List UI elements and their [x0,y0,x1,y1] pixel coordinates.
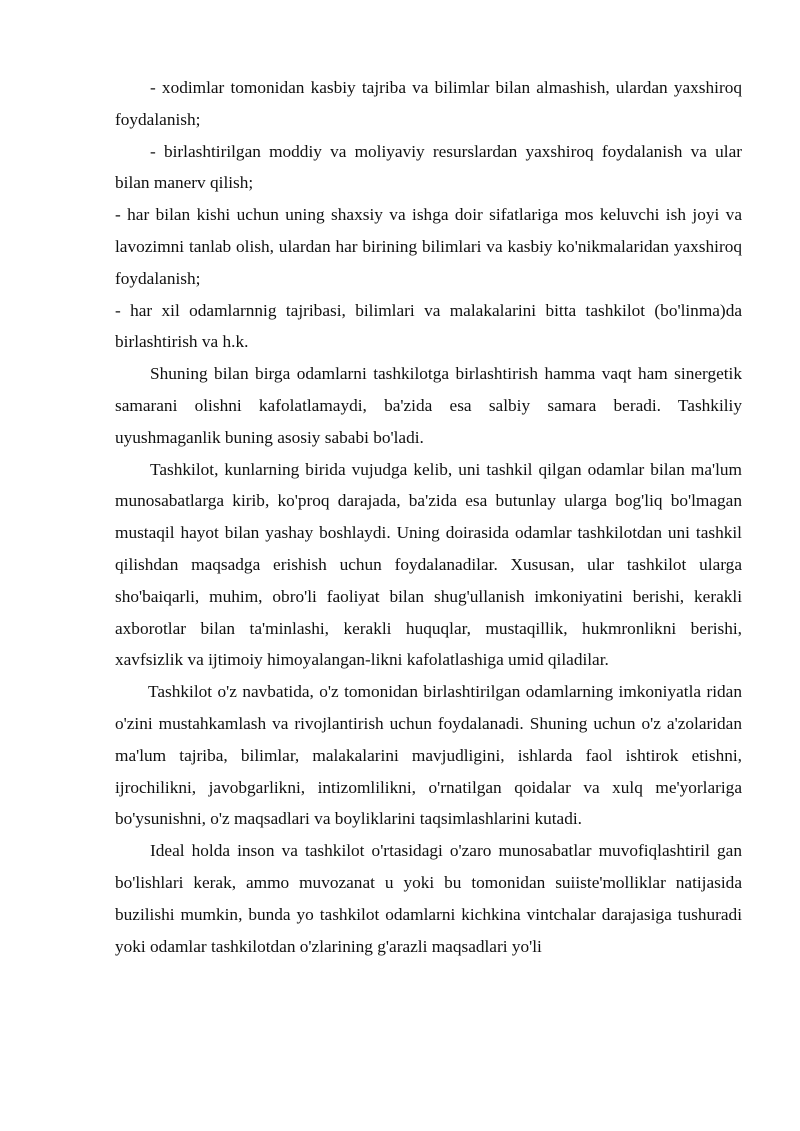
document-page [115,72,742,962]
paragraph-synergy: Shuning bilan birga odamlarni tashkilotga birlashtirish hamma vaqt ham sinergetik samarani olishni kafolatlamaydi, ba'zida esa salbiy samara beradi. Tashkiliy uyushmaganlik buning asosiy sababi bo'ladi. [115,364,742,447]
paragraph-ideal-relations: Ideal holda inson va tashkilot o'rtasidagi o'zaro munosabatlar muvofiqlashtiril gan bo'lishlari kerak, ammo muvozanat u yoki bu tomonidan suiiste'molliklar natijasida buzilishi mumkin, bunda yo tashkilot odamlarni kichkina vintchalar darajasiga tushuradi yoki odamlar tashkilotdan o'zlarining g'arazli maqsadlari yo'li [115,841,742,956]
list-item-job-selection: - har bilan kishi uchun uning shaxsiy va ishga doir sifatlariga mos keluvchi ish joyi va lavozimni tanlab olish, ulardan har birining bilimlari va kasbiy ko'nikmalaridan yaxshiroq foydalanish; [115,205,742,288]
list-item-resources: - birlashtirilgan moddiy va moliyaviy resurslardan yaxshiroq foydalanish va ular bilan manerv qilish; [115,141,742,193]
paragraph-organization-expectations: Tashkilot o'z navbatida, o'z tomonidan birlashtirilgan odamlarning imkoniyatla ridan o'zini mustahkamlash va rivojlantirish uchun foydalanadi. Shuning uchun o'z a'zolaridan ma'lum tajriba, bilimlar, malakalarini mavjudligini, ishlarda faol ishtirok etishni, ijrochilikni, javobgarlikni, intizomlilikni, o'rnatilgan qoidalar va xulq me'yorlariga bo'ysunishni, o'z maqsadlari va boyliklarini taqsimlashlarini kutadi. [115,682,742,829]
list-item-knowledge-exchange: - xodimlar tomonidan kasbiy tajriba va bilimlar bilan almashish, ulardan yaxshiroq foydalanish; [115,78,742,129]
paragraph-organization-life: Tashkilot, kunlarning birida vujudga kelib, uni tashkil qilgan odamlar bilan ma'lum munosabatlarga kirib, ko'proq darajada, ba'zida esa butunlay ularga bog'liq bo'lmagan mustaqil hayot bilan yashay boshlaydi. Uning doirasida odamlar tashkilotdan uni tashkil qilishdan maqsadga erishish uchun foydalanadilar. Xususan, ular tashkilot ularga sho'baiqarli, muhim, obro'li faoliyat bilan shug'ullanish imkoniyatini berishi, kerakli axborotlar bilan ta'minlashi, kerakli huquqlar, mustaqillik, hukmronlikni berishi, xavfsizlik va ijtimoiy himoyalangan-likni kafolatlashiga umid qiladilar. [115,459,742,670]
list-item-experience-union: - har xil odamlarnnig tajribasi, bilimlari va malakalarini bitta tashkilot (bo'linma)da birlashtirish va h.k. [115,300,742,352]
